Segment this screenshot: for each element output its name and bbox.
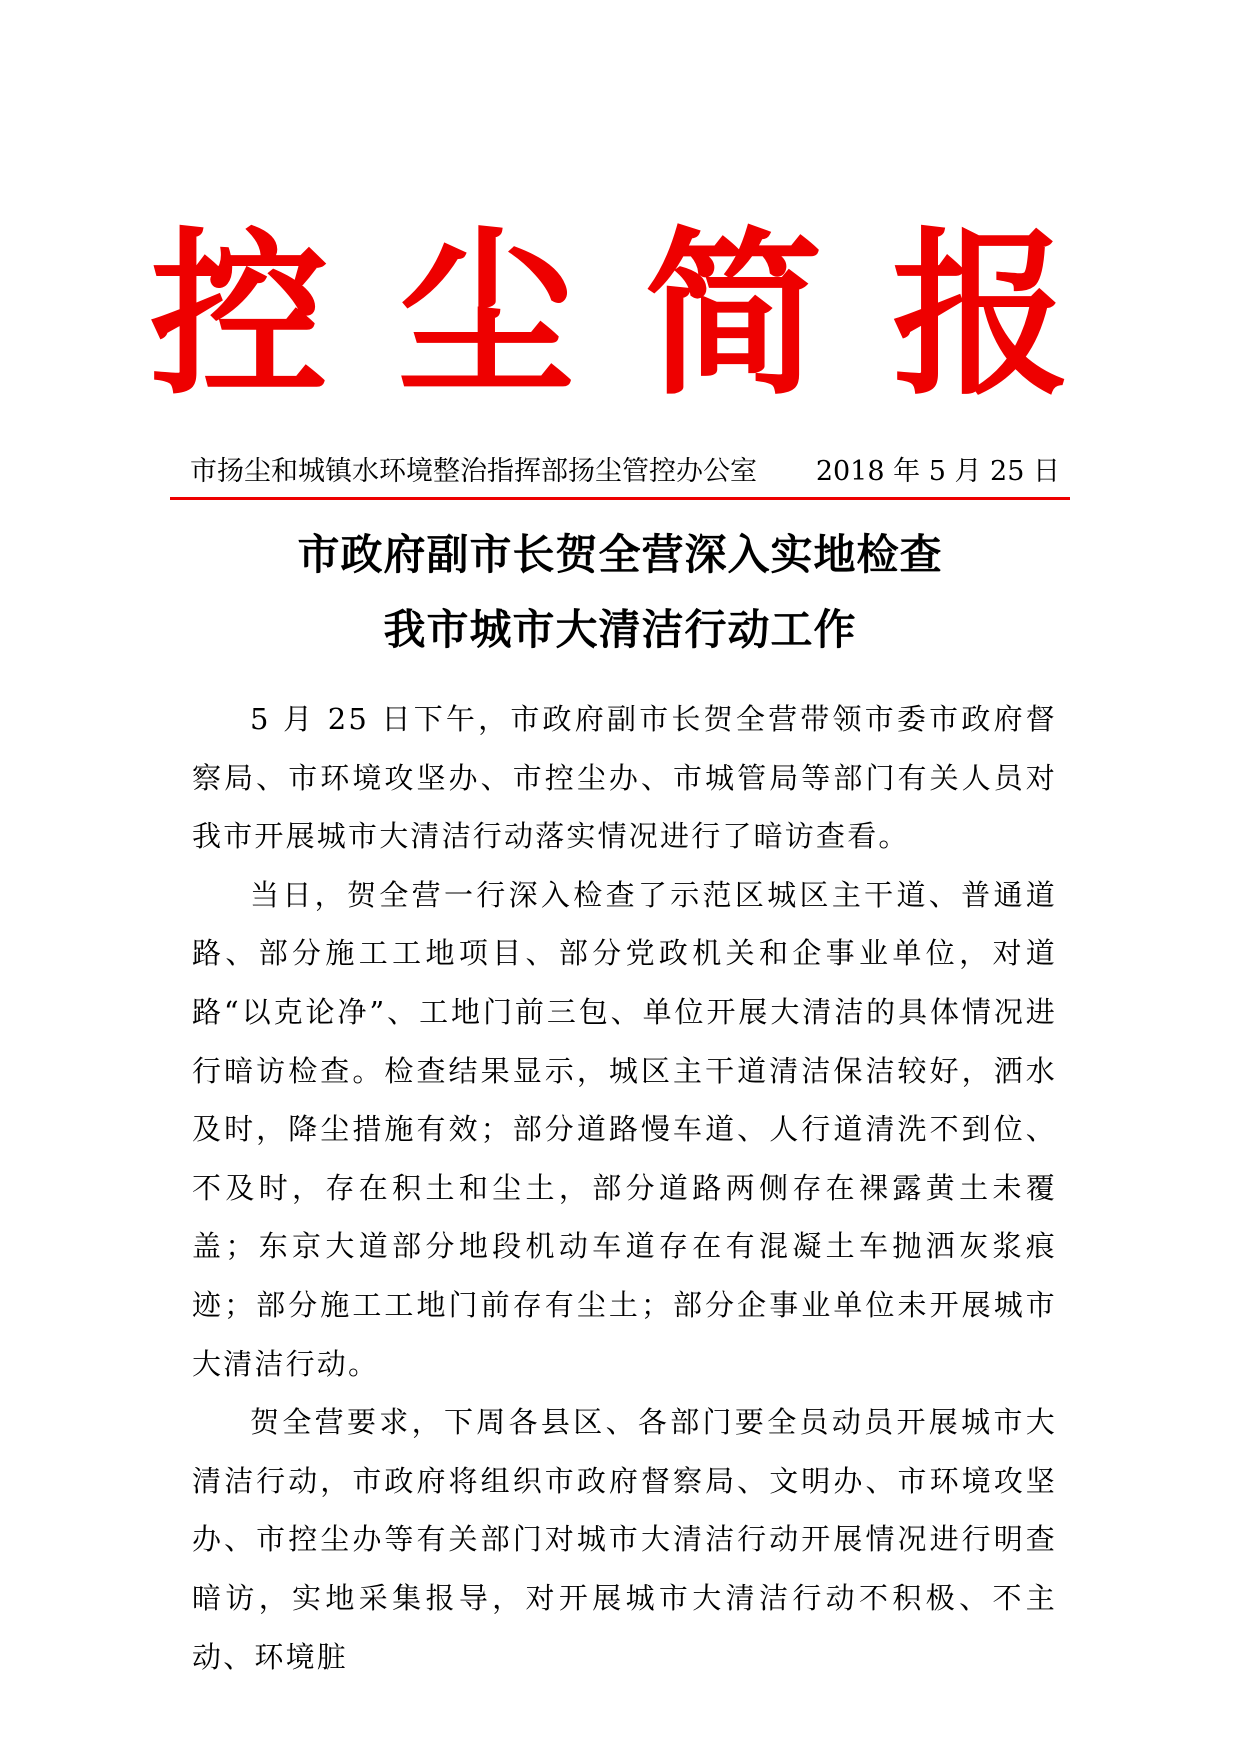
- masthead-char-1: 控: [150, 210, 328, 419]
- article-body: [192, 690, 1057, 1686]
- paragraph-2: 当日，贺全营一行深入检查了示范区城区主干道、普通道路、部分施工工地项目、部分党政机关和企事业单位，对道路“以克论净”、工地门前三包、单位开展大清洁的具体情况进行暗访检查。检查结果显示，城区主干道清洁保洁较好，洒水及时，降尘措施有效；部分道路慢车道、人行道清洗不到位、不及时，存在积土和尘土，部分道路两侧存在裸露黄土未覆盖；东京大道部分地段机动车道存在有混凝土车抛洒灰浆痕迹；部分施工工地门前存有尘土；部分企事业单位未开展城市大清洁行动。: [192, 877, 1057, 1381]
- issuer-line: [190, 448, 1060, 488]
- headline-line-1: 市政府副市长贺全营深入实地检查: [297, 530, 943, 579]
- masthead-char-2: 尘: [397, 210, 576, 419]
- issue-date: 2018 年 5 月 25 日: [815, 455, 1060, 487]
- masthead: [150, 210, 1070, 419]
- headline-line-2: 我市城市大清洁行动工作: [383, 605, 857, 654]
- paragraph-1: 5 月 25 日下午，市政府副市长贺全营带领市委市政府督察局、市环境攻坚办、市控尘办、市城管局等部门有关人员对我市开展城市大清洁行动落实情况进行了暗访查看。: [192, 702, 1057, 854]
- red-divider: [170, 497, 1070, 500]
- masthead-char-3: 简: [644, 210, 823, 419]
- issuer-office: 市扬尘和城镇水环境整治指挥部扬尘管控办公室: [190, 455, 757, 487]
- paragraph-3: 贺全营要求，下周各县区、各部门要全员动员开展城市大清洁行动，市政府将组织市政府督察局、文明办、市环境攻坚办、市控尘办等有关部门对城市大清洁行动开展情况进行明查暗访，实地采集报导，对开展城市大清洁行动不积极、不主动、环境脏: [192, 1405, 1057, 1674]
- masthead-char-4: 报: [891, 210, 1070, 419]
